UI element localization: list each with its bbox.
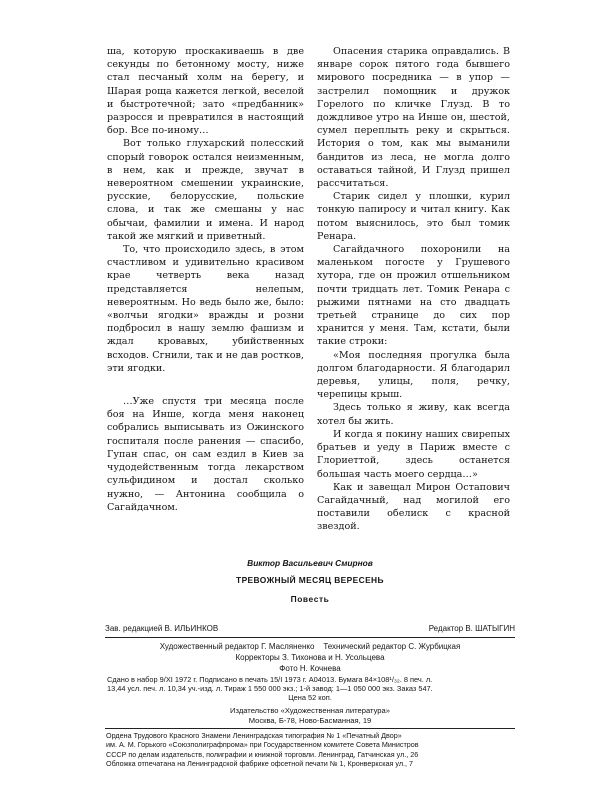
proofreaders: Корректоры З. Тихонова и Н. Усольцева: [235, 653, 385, 662]
publisher-address: Москва, Б-78, Ново-Басманная, 19: [248, 716, 372, 725]
left-paragraph-4: …Уже спустя три месяца после боя на Инше, когда меня наконец собрались выписывать из Ожинского госпиталя после ранения — спасибо, Гупан спас, он сам ездил в Киев за чудодейственным тогда лекарством сульфидином и достал сколько нужно, — Антонина сообщила о Сагайдачном.: [107, 396, 304, 513]
book-title: ТРЕВОЖНЫЙ МЕСЯЦ ВЕРЕСЕНЬ: [236, 575, 384, 585]
printer-line-1: Ордена Трудового Красного Знамени Ленинградская типография № 1 «Печатный Двор»: [106, 731, 402, 740]
left-paragraph-3: То, что происходило здесь, в этом счастливом и удивительно красивом крае четверть века назад представляется нелепым, невероятным. Но ведь было же, было: «волчьи ягодки» вражды и розни подбросил в нашу землю фашизм и ждал кровавых, убийственных всходов. Сгнили, так и не дав ростков, эти ягодки.: [107, 244, 304, 374]
printer-line-2: им. А. М. Горького «Союзполиграфпрома» при Государственном комитете Совета Министров: [106, 740, 419, 750]
book-genre: Повесть: [290, 594, 330, 604]
book-author: Виктор Васильевич Смирнов: [247, 558, 373, 568]
left-paragraph-1: ша, которую проскакиваешь в две секунды по бетонному мосту, ниже стал песчаный холм на берегу, и Шарая роща кажется легкой, веселой и быстротечной; зато «предбанник» разросся и превратился в настоящий бор. Все по-иному…: [107, 46, 304, 137]
quote-paragraph-3: И когда я покину наших свирепых братьев и уеду в Париж вместе с Глориеттой, здесь останется большая часть моего сердца…»: [317, 428, 510, 480]
publisher: Издательство «Художественная литература»: [230, 706, 390, 715]
right-paragraph-3: Сагайдачного похоронили на маленьком погосте у Грушевого хутора, где он прожил отшельником почти тридцать лет. Томик Ренара с рыжими пятнами на сто двадцать третьей странице до сих пор хранится у меня. Там, кстати, были такие строки:: [317, 244, 510, 348]
divider-bottom: [105, 728, 515, 729]
printer-line-3: СССР по делам издательств, полиграфии и книжной торговли. Ленинград, Гатчинская ул., 26: [106, 749, 419, 759]
right-text-column: [317, 45, 510, 534]
editor: Редактор В. ШАТЫГИН: [428, 624, 515, 633]
print-line-1: Сдано в набор 9/XI 1972 г. Подписано в печать 15/I 1973 г. А04013. Бумага 84×108¹/₃₂. 8 печ. л.: [107, 675, 433, 684]
printer-line-4: Обложка отпечатана на Ленинградской фабрике офсетной печати № 1, Кронверкская ул., 7: [106, 759, 414, 769]
art-tech-editors: [105, 642, 515, 652]
print-details: [107, 675, 513, 702]
art-editor: Художественный редактор Г. Масляненко: [159, 642, 315, 651]
right-paragraph-1: Опасения старика оправдались. В январе сорок пятого года бывшего мирового посредника — в упор — застрелил помощник и дружок Горелого по кличке Глузд. В то дождливое утро на Инше он, шестой, сумел переплыть реку и скрыться. История о том, как мы выманили бандитов из леса, не могла долго оставаться тайной, И Глузд пришел рассчитаться.: [317, 46, 510, 190]
right-paragraph-2: Старик сидел у плошки, курил тонкую папиросу и читал книгу. Как потом выяснилось, это был томик Ренара.: [317, 191, 510, 242]
printer-details: [106, 731, 516, 769]
photo-credit: Фото Н. Кочнева: [279, 664, 341, 673]
editors-row: [105, 624, 515, 634]
left-text-column: [107, 45, 304, 514]
left-paragraph-2: Вот только глухарский полесский спорый говорок остался неизменным, в нем, как и прежде, звучат в невероятном смешении украинские, русские, белорусские, польские слова, и так же смешаны у нас обычаи, фамилии и имена. И народ такой же мягкий и приветный.: [107, 138, 304, 242]
print-line-3: Цена 52 коп.: [288, 693, 332, 702]
quote-paragraph-2: Здесь только я живу, как всегда хотел бы жить.: [317, 402, 510, 427]
head-editor: Зав. редакцией В. ИЛЬИНКОВ: [105, 624, 219, 633]
right-paragraph-final: Как и завещал Мирон Остапович Сагайдачный, над могилой его поставили обелиск с красной звездой.: [317, 481, 510, 533]
divider-top: [105, 637, 515, 638]
paragraph-gap: [107, 375, 304, 395]
print-line-2: 13,44 усл. печ. л. 10,34 уч.-изд. л. Тираж 1 550 000 экз.; 1-й завод: 1—1 050 000 экз. Заказ 547.: [107, 684, 433, 693]
tech-editor: Технический редактор С. Журбицкая: [323, 642, 461, 651]
quote-paragraph-1: «Моя последняя прогулка была долгом благодарности. Я благодарил деревья, улицы, поля, речку, черепицы крыш.: [317, 349, 510, 401]
